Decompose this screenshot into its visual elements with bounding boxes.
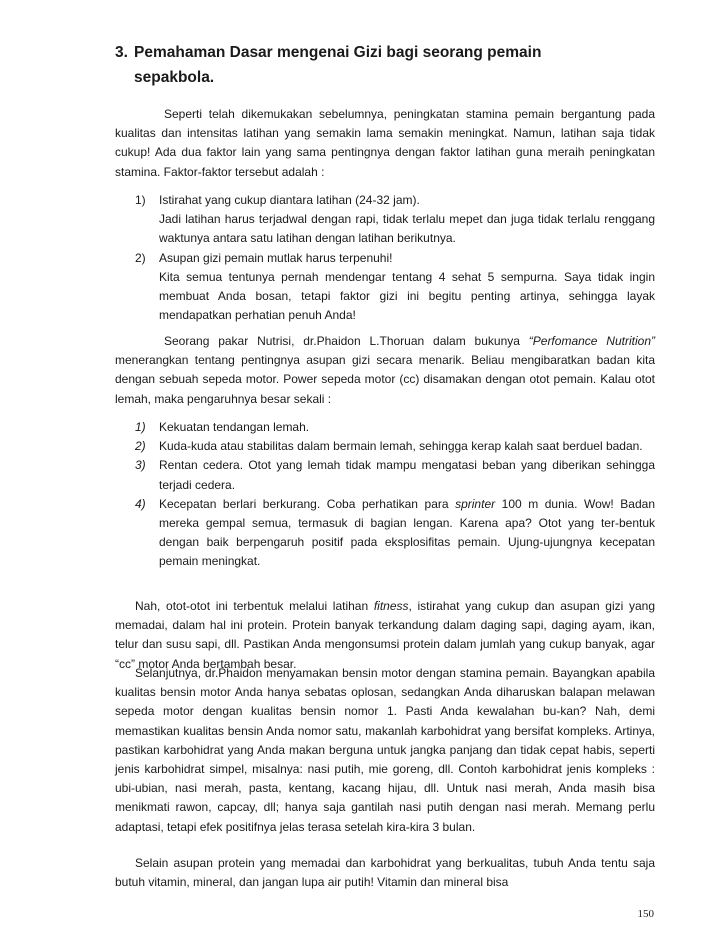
list-item	[115, 191, 655, 249]
vitamin-paragraph: Selain asupan protein yang memadai dan karbohidrat yang berkualitas, tubuh Anda tentu saja butuh vitamin, mineral, dan jangan lupa air putih! Vitamin dan mineral bisa	[115, 856, 655, 890]
list-item-text-after: 100 m dunia. Wow! Badan mereka gempal semua, termasuk di bagian lengan. Karena apa? Otot yang ter-bentuk dengan baik berpengaruh positif pada eksplosifitas pemain. Ujung-ujungnya kecepatan pemain meningkat.	[159, 496, 656, 569]
list-marker: 4)	[135, 496, 146, 511]
list-marker: 3)	[135, 458, 146, 473]
intro-paragraph: Seperti telah dikemukakan sebelumnya, peningkatan stamina pemain bergantung pada kualitas dan intensitas latihan yang semakin lama semakin meningkat. Namun, latihan saja tidak cukup! Ada dua faktor lain yang sama pentingnya dengan faktor latihan guna meraih peningkatan stamina. Faktor-faktor tersebut adalah :	[115, 107, 655, 179]
protein-paragraph	[115, 597, 655, 674]
fitness-term: fitness	[373, 599, 409, 613]
list-item-body: Jadi latihan harus terjadwal dengan rapi, tidak terlalu mepet dan juga tidak terlalu renggang waktunya antara satu latihan dengan latihan berikutnya.	[159, 212, 655, 246]
list-item-text: Kuda-kuda atau stabilitas dalam bermain lemah, sehingga kerap kalah saat berduel badan.	[159, 439, 643, 454]
list-item	[115, 437, 655, 456]
nutrition-text-after: menerangkan tentang pentingnya asupan gizi secara menarik. Beliau mengibaratkan badan kita dengan sebuah sepeda motor. Power sepeda motor (cc) disamakan dengan otot pemain. Kalau otot lemah, maka pengaruhnya besar sekali :	[115, 353, 655, 406]
list-item	[115, 456, 655, 494]
protein-text-after: , istirahat yang cukup dan asupan gizi yang memadai, dalam hal ini protein. Protein banyak terkandung dalam daging sapi, daging ayam, ikan, telur dan susu sapi, dll. Pastikan Anda mengonsumsi protein dalam jumlah yang cukup banyak, agar “cc” motor Anda bertambah besar.	[115, 599, 655, 671]
nutrition-paragraph	[115, 332, 655, 409]
list-item-body: Kita semua tentunya pernah mendengar tentang 4 sehat 5 sempurna. Saya tidak ingin membuat Anda bosan, tetapi faktor gizi ini begitu penting artinya, sehingga layak mendapatkan perhatian penuh Anda!	[159, 269, 655, 323]
list-item	[115, 495, 655, 572]
list-item-title: Istirahat yang cukup diantara latihan (24-32 jam).	[159, 193, 420, 207]
sprinter-term: sprinter	[455, 496, 496, 511]
section-heading	[115, 40, 655, 90]
protein-text-before: Nah, otot-otot ini terbentuk melalui latihan	[135, 599, 374, 613]
book-title: “Perfomance Nutrition”	[528, 334, 655, 348]
list-item-text-before: Kecepatan berlari berkurang. Coba perhatikan para	[159, 496, 456, 511]
factor-list	[115, 191, 655, 325]
list-marker: 2)	[135, 439, 146, 454]
list-marker: 2)	[135, 250, 146, 265]
list-item	[115, 249, 655, 326]
section-title-line1: Pemahaman Dasar mengenai Gizi bagi seorang pemain	[134, 44, 542, 61]
section-number: 3.	[115, 44, 128, 61]
section-title-line2: sepakbola.	[134, 69, 215, 86]
page-number: 150	[637, 908, 654, 920]
list-item	[115, 418, 655, 437]
list-item-text: Kekuatan tendangan lemah.	[159, 420, 310, 434]
list-item-text: Rentan cedera. Otot yang lemah tidak mampu mengatasi beban yang diberikan sehingga terjadi cedera.	[159, 458, 655, 492]
nutrition-text-before: Seorang pakar Nutrisi, dr.Phaidon L.Thoruan dalam bukunya	[164, 334, 529, 348]
weak-muscle-list	[115, 418, 655, 572]
list-marker: 1)	[135, 420, 146, 434]
list-item-title: Asupan gizi pemain mutlak harus terpenuhi!	[159, 250, 393, 265]
carbohydrate-paragraph: Selanjutnya, dr.Phaidon menyamakan bensin motor dengan stamina pemain. Bayangkan apabila kualitas bensin motor Anda hanya sebatas oplosan, sedangkan Anda diharuskan balapan melawan sepeda motor dengan kualitas bensin nomor 1. Pasti Anda kewalahan bu-kan? Nah, demi memastikan kualitas bensin Anda nomor satu, makanlah karbohidrat yang bersifat kompleks. Artinya, pastikan karbohidrat yang Anda makan berguna untuk jangka panjang dan tidak cepat habis, seperti jenis karbohidrat simpel, misalnya: nasi putih, mie goreng, dll. Contoh karbohidrat jenis kompleks : ubi-ubian, nasi merah, pasta, kentang, kacang hijau, dll. Untuk nasi merah, Anda masih bisa menikmati rawon, capcay, dll; hanya saja gantilah nasi putih dengan nasi merah. Memang perlu adaptasi, tetapi efek positifnya jelas terasa setelah kira-kira 3 bulan.	[115, 666, 655, 834]
list-marker: 1)	[135, 193, 146, 207]
